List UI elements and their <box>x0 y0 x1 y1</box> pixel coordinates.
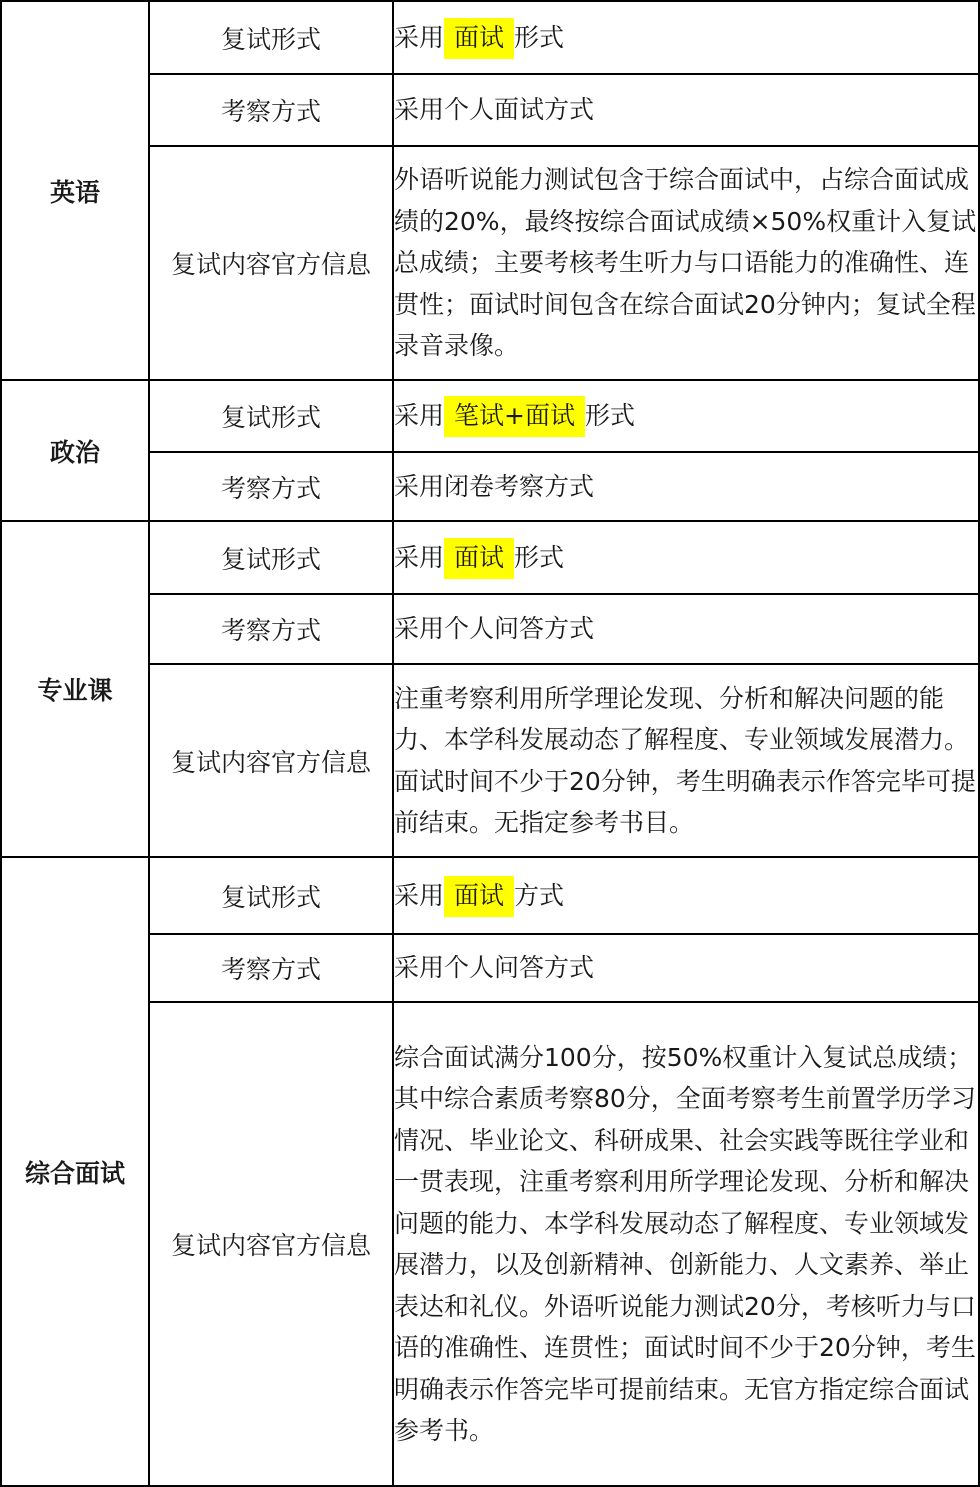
row-label: 考察方式 <box>149 74 393 146</box>
row-value: 采用闭卷考察方式 <box>393 452 979 521</box>
row-label: 复试形式 <box>149 380 393 452</box>
row-label: 复试内容官方信息 <box>149 1002 393 1486</box>
row-value: 外语听说能力测试包含于综合面试中，占综合面试成绩的20%，最终按综合面试成绩×50%权重计入复试总成绩；主要考核考生听力与口语能力的准确性、连贯性；面试时间包含在综合面试20分钟内；复试全程录音录像。 <box>393 146 979 380</box>
row-value: 采用个人问答方式 <box>393 934 979 1002</box>
value-suffix: 形式 <box>514 542 565 572</box>
row-value: 采用个人问答方式 <box>393 594 979 664</box>
row-value: 注重考察利用所学理论发现、分析和解决问题的能力、本学科发展动态了解程度、专业领域发展潜力。面试时间不少于20分钟，考生明确表示作答完毕可提前结束。无指定参考书目。 <box>393 664 979 857</box>
row-label: 考察方式 <box>149 594 393 664</box>
value-prefix: 采用 <box>394 401 445 431</box>
row-label: 复试形式 <box>149 1 393 74</box>
row-value <box>393 1 979 74</box>
section-title-comprehensive-interview: 综合面试 <box>1 857 149 1486</box>
highlighted-keyword: 面试 <box>444 876 514 917</box>
value-suffix: 方式 <box>514 880 565 910</box>
value-prefix: 采用 <box>394 542 445 572</box>
row-label: 复试内容官方信息 <box>149 664 393 857</box>
row-label: 复试形式 <box>149 521 393 594</box>
row-value <box>393 857 979 934</box>
row-label: 复试内容官方信息 <box>149 146 393 380</box>
row-label: 复试形式 <box>149 857 393 934</box>
row-value <box>393 521 979 594</box>
value-suffix: 形式 <box>514 22 565 52</box>
highlighted-keyword: 笔试+面试 <box>444 396 585 437</box>
highlighted-keyword: 面试 <box>444 538 514 579</box>
row-value: 采用个人面试方式 <box>393 74 979 146</box>
value-prefix: 采用 <box>394 22 445 52</box>
row-value: 综合面试满分100分，按50%权重计入复试总成绩；其中综合素质考察80分，全面考察考生前置学历学习情况、毕业论文、科研成果、社会实践等既往学业和一贯表现，注重考察利用所学理论发现、分析和解决问题的能力、本学科发展动态了解程度、专业领域发展潜力，以及创新精神、创新能力、人文素养、举止表达和礼仪。外语听说能力测试20分，考核听力与口语的准确性、连贯性；面试时间不少于20分钟，考生明确表示作答完毕可提前结束。无官方指定综合面试参考书。 <box>393 1002 979 1486</box>
value-suffix: 形式 <box>584 401 635 431</box>
row-label: 考察方式 <box>149 934 393 1002</box>
row-label: 考察方式 <box>149 452 393 521</box>
row-value <box>393 380 979 452</box>
section-title-major: 专业课 <box>1 521 149 857</box>
value-prefix: 采用 <box>394 880 445 910</box>
section-title-politics: 政治 <box>1 380 149 521</box>
highlighted-keyword: 面试 <box>444 18 514 59</box>
section-title-english: 英语 <box>1 1 149 380</box>
